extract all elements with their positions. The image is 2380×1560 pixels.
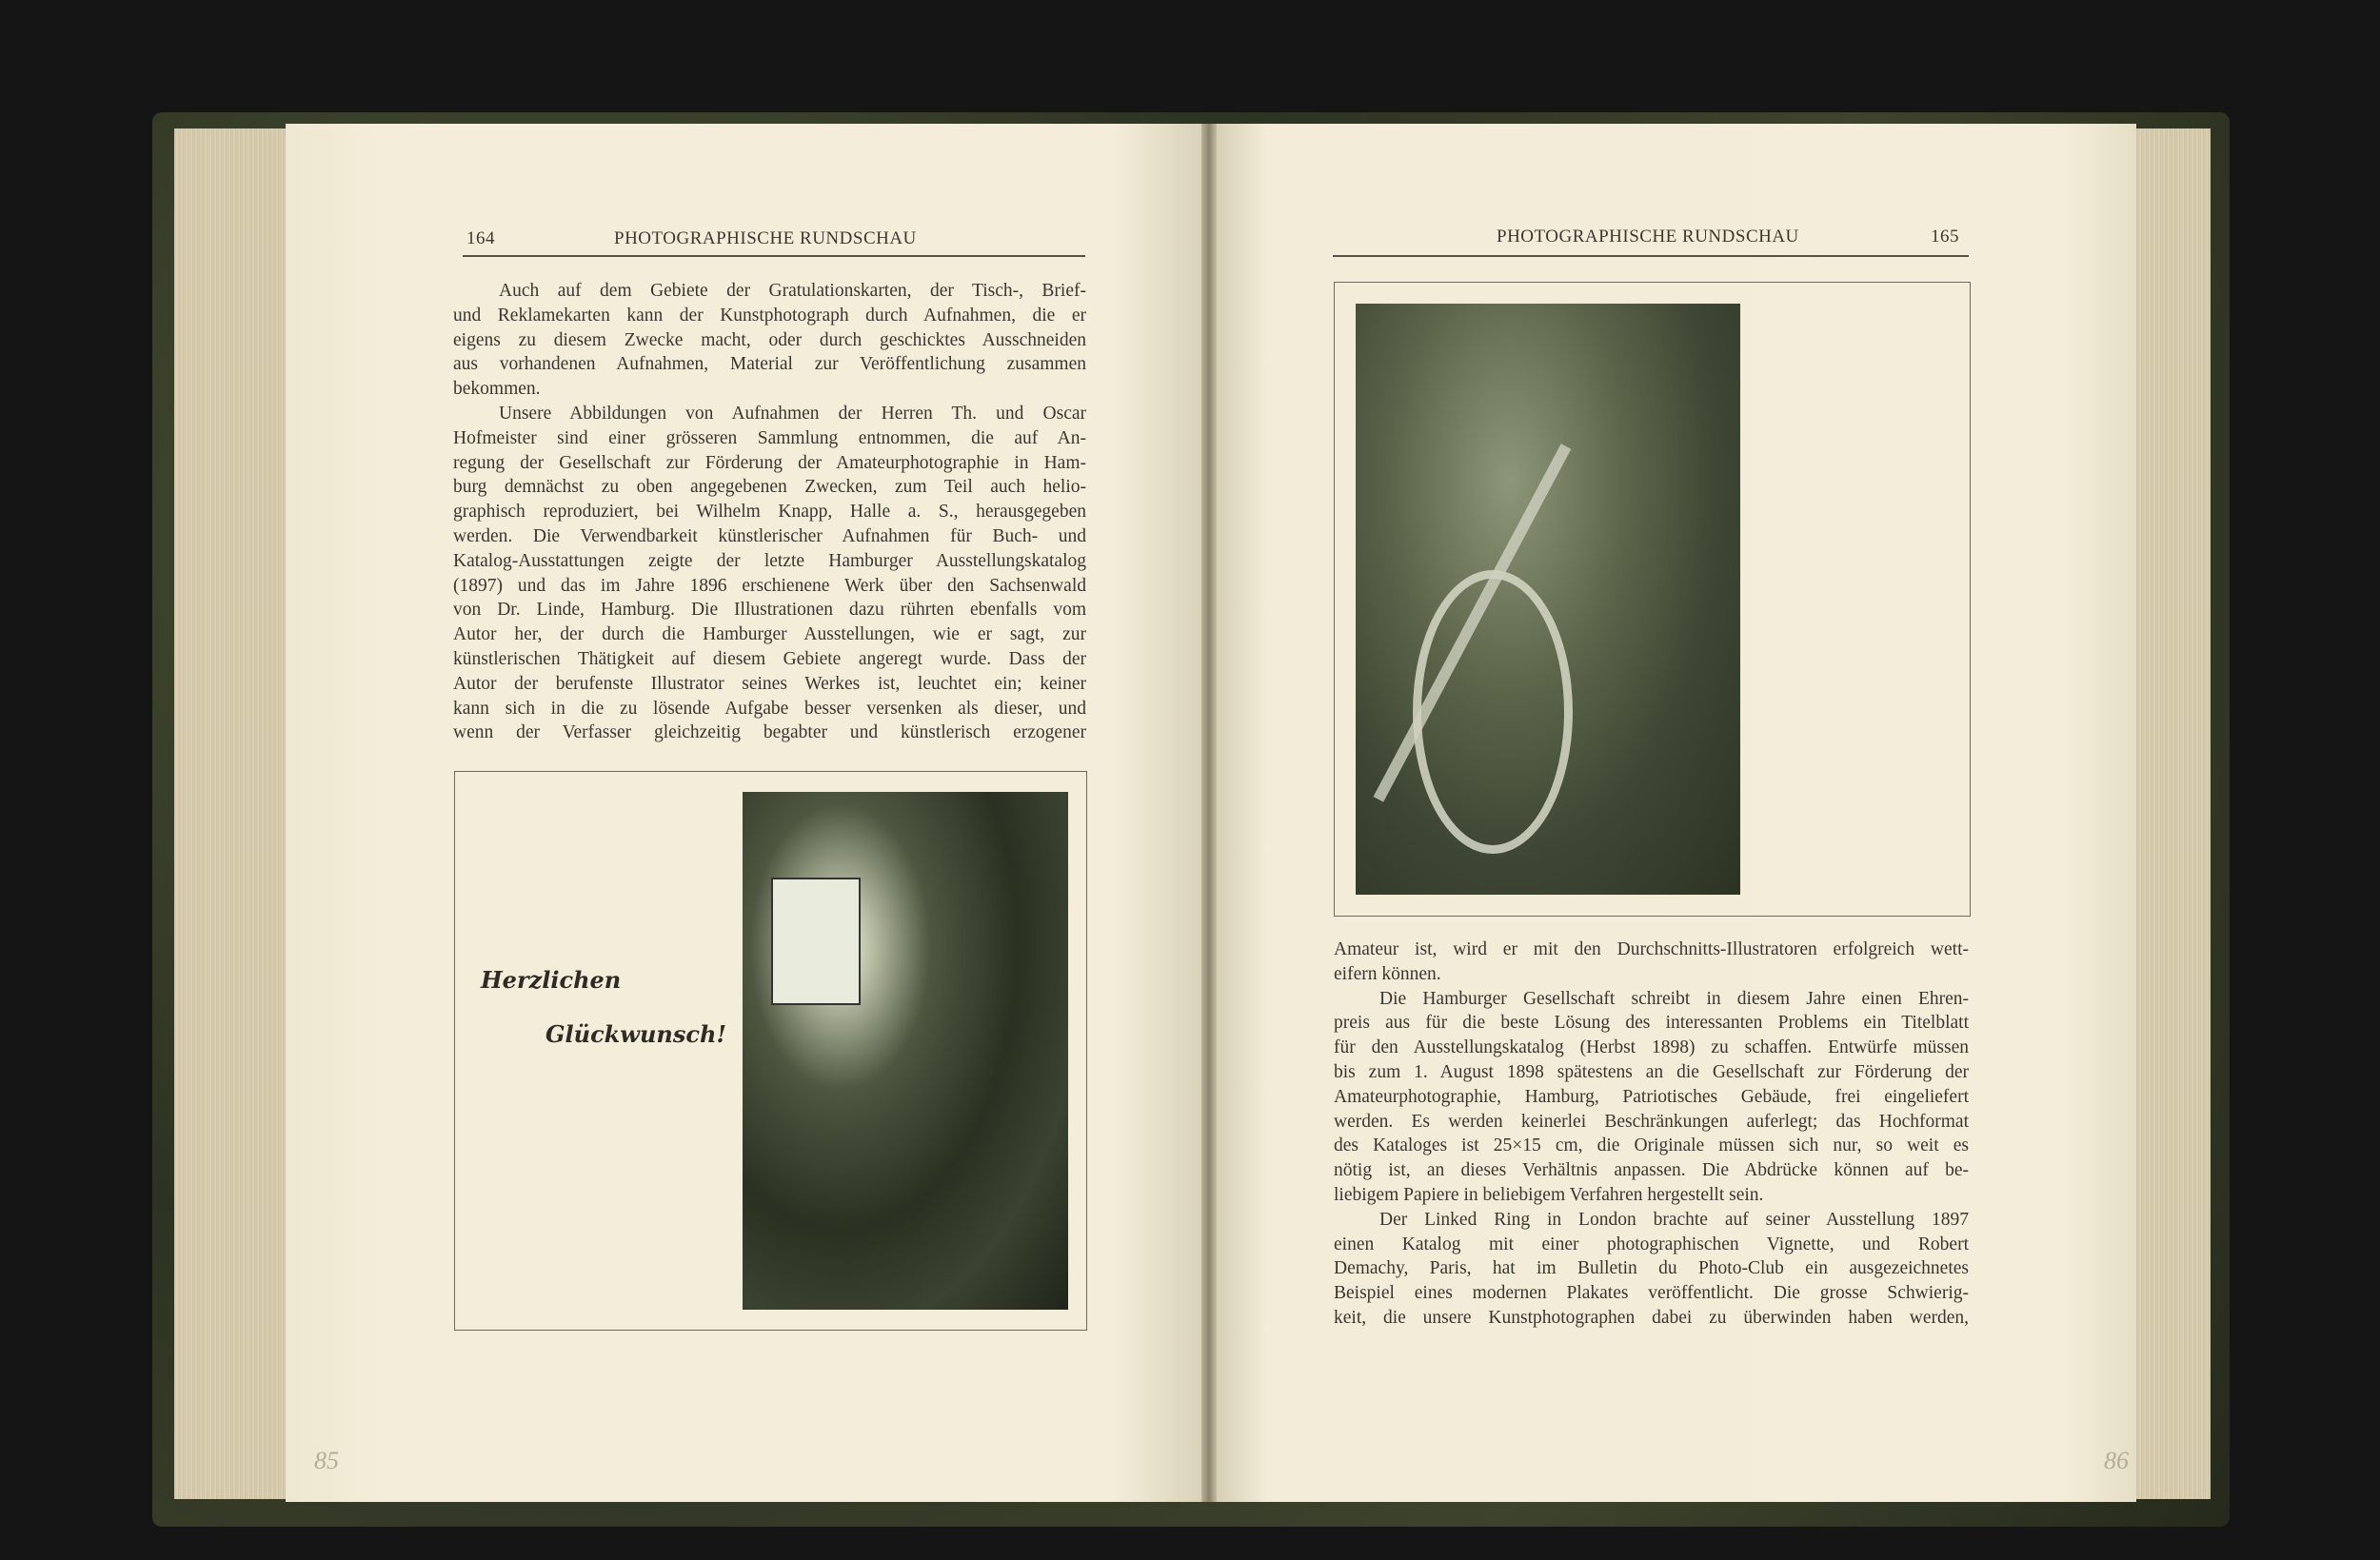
text-line: aus vorhandenen Aufnahmen, Material zur Veröffentlichung zusammen — [453, 354, 1086, 375]
text-line: werden. Die Verwendbarkeit künstlerischer Aufnahmen für Buch- und — [453, 525, 1086, 546]
text-line: Amateurphotographie, Hamburg, Patriotisches Gebäude, frei eingeliefert — [1334, 1086, 1969, 1107]
text-line: keit, die unsere Kunstphotographen dabei zu überwinden haben werden, — [1334, 1307, 1969, 1328]
cart-wheel-shape — [1413, 570, 1573, 854]
page-number-left: 164 — [466, 228, 495, 248]
text-line: von Dr. Linde, Hamburg. Die Illustrationen dazu rührten ebenfalls vom — [453, 600, 1086, 621]
text-line: künstlerischen Thätigkeit auf diesem Gebiete angeregt wurde. Dass der — [453, 648, 1086, 669]
left-body-text — [453, 279, 1086, 745]
text-line: Katalog-Ausstattungen zeigte der letzte Hamburger Ausstellungskatalog — [453, 550, 1086, 571]
text-line: graphisch reproduziert, bei Wilhelm Knapp, Halle a. S., herausgegeben — [453, 502, 1086, 523]
text-line: preis aus für die beste Lösung des interessanten Problems ein Titelblatt — [1334, 1013, 1969, 1034]
text-line: für den Ausstellungskatalog (Herbst 1898) zu schaffen. Entwürfe müssen — [1334, 1037, 1969, 1058]
text-line: nötig ist, an dieses Verhältnis anpassen. Die Abdrücke können auf be- — [1334, 1160, 1969, 1181]
text-line: burg demnächst zu oben angegebenen Zwecken, zum Teil auch helio- — [453, 477, 1086, 498]
text-line: eifern können. — [1334, 963, 1441, 984]
text-line: Autor der berufenste Illustrator seines Werkes ist, leuchtet ein; keiner — [453, 673, 1086, 694]
greeting-line-1: Herzlichen — [481, 966, 622, 994]
running-head-left: PHOTOGRAPHISCHE RUNDSCHAU — [614, 228, 917, 248]
text-line: Beispiel eines modernen Plakates veröffentlicht. Die grosse Schwierig- — [1334, 1283, 1969, 1304]
header-rule-right — [1333, 255, 1969, 257]
text-line: wenn der Verfasser gleichzeitig begabter und künstlerisch erzogener — [453, 722, 1086, 743]
text-line: einen Katalog mit einer photographischen Vignette, und Robert — [1334, 1234, 1969, 1254]
text-line: Amateur ist, wird er mit den Durchschnitts-Illustratoren erfolgreich wett- — [1334, 939, 1969, 959]
text-line: Auch auf dem Gebiete der Gratulationskarten, der Tisch-, Brief- — [499, 281, 1086, 301]
greeting-line-2: Glückwunsch! — [545, 1020, 726, 1048]
photo-man-with-cart-and-ladder — [1356, 304, 1740, 895]
text-line: des Kataloges ist 25×15 cm, die Originale müssen sich nur, so weit es — [1334, 1135, 1969, 1156]
text-line: und Reklamekarten kann der Kunstphotograph durch Aufnahmen, die er — [453, 305, 1086, 326]
pencil-mark-right: 86 — [2104, 1447, 2129, 1474]
right-body-text — [1334, 938, 1969, 1331]
window-shape — [771, 878, 861, 1005]
text-line: bis zum 1. August 1898 spätestens an die Gesellschaft zur Förderung der — [1334, 1061, 1969, 1082]
running-head-right: PHOTOGRAPHISCHE RUNDSCHAU — [1497, 227, 1799, 247]
text-line: Hofmeister sind einer grösseren Sammlung entnommen, die auf An- — [453, 427, 1086, 448]
text-line: (1897) und das im Jahre 1896 erschienene Werk über den Sachsenwald — [453, 575, 1086, 596]
page-edges-left — [174, 128, 290, 1499]
text-line: bekommen. — [453, 379, 541, 400]
page-edges-right — [2132, 128, 2211, 1499]
text-line: kann sich in die zu lösende Aufgabe besser versenken als dieser, und — [453, 698, 1086, 719]
text-line: liebigem Papiere in beliebigem Verfahren hergestellt sein. — [1334, 1184, 1764, 1205]
page-number-right: 165 — [1931, 227, 1959, 247]
text-line: Demachy, Paris, hat im Bulletin du Photo-Club ein ausgezeichnetes — [1334, 1258, 1969, 1279]
text-line: Unsere Abbildungen von Aufnahmen der Herren Th. und Oscar — [499, 403, 1086, 424]
header-rule-left — [463, 255, 1085, 257]
text-line: Der Linked Ring in London brachte auf seiner Ausstellung 1897 — [1379, 1209, 1969, 1230]
text-line: Die Hamburger Gesellschaft schreibt in diesem Jahre einen Ehren- — [1379, 988, 1969, 1009]
text-line: werden. Es werden keinerlei Beschränkungen auferlegt; das Hochformat — [1334, 1111, 1969, 1132]
photo-woman-at-window — [743, 792, 1068, 1310]
pencil-mark-left: 85 — [314, 1447, 339, 1474]
text-line: regung der Gesellschaft zur Förderung der Amateurphotographie in Ham- — [453, 452, 1086, 473]
book-gutter — [1201, 124, 1217, 1502]
text-line: Autor her, der durch die Hamburger Ausstellungen, wie er sagt, zur — [453, 624, 1086, 645]
text-line: eigens zu diesem Zwecke macht, oder durch geschicktes Ausschneiden — [453, 329, 1086, 350]
